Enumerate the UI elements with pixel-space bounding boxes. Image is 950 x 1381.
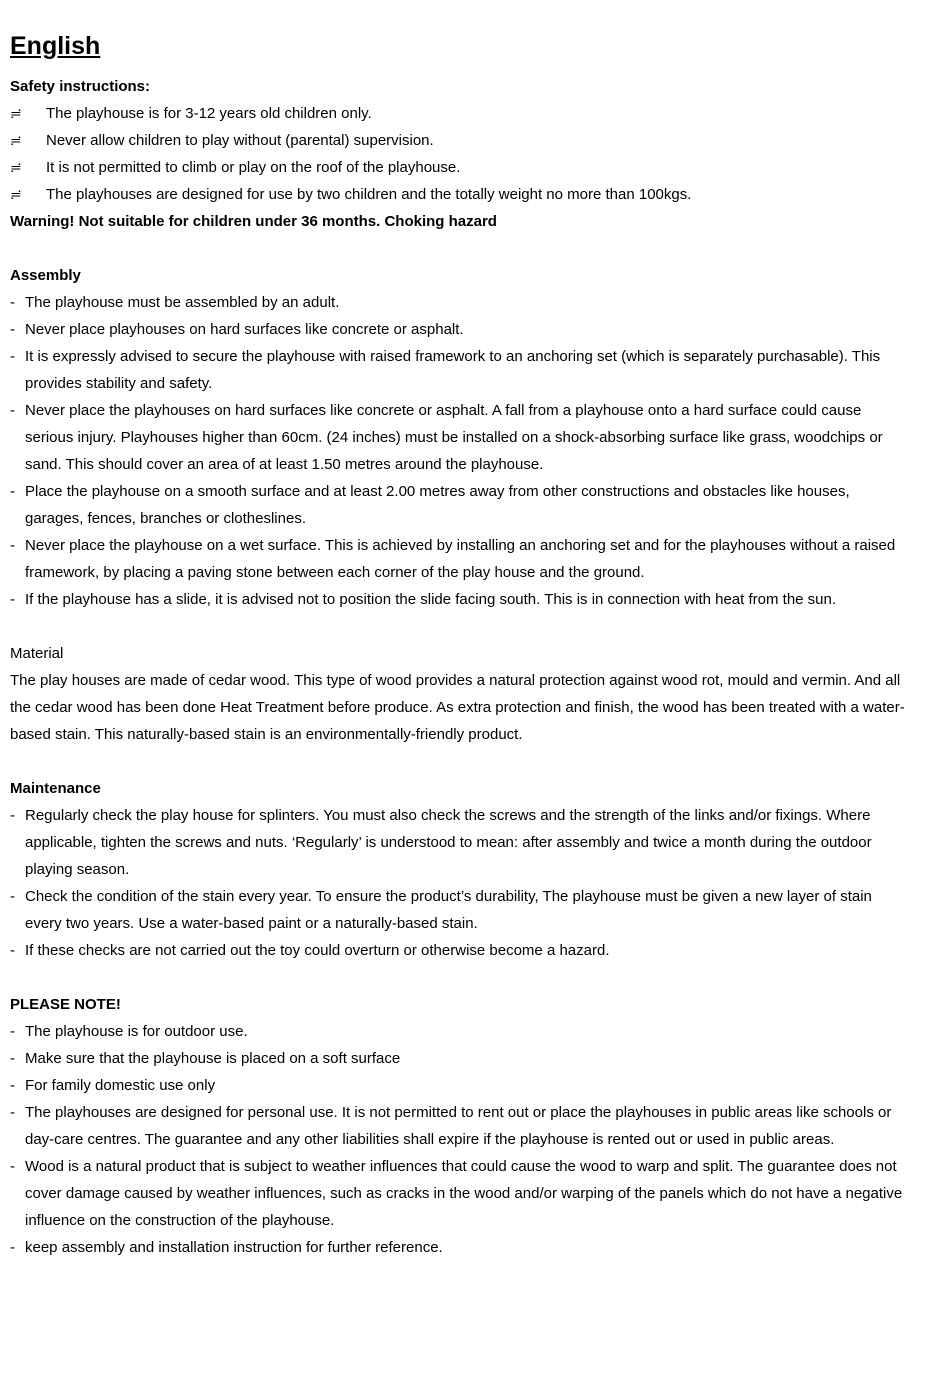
dash-marker: - — [10, 1050, 15, 1067]
list-item-text: Never allow children to play without (parental) supervision. — [46, 132, 434, 149]
safety-warning: Warning! Not suitable for children under 36 months. Choking hazard — [10, 213, 497, 230]
list-item-text: It is not permitted to climb or play on the roof of the playhouse. — [46, 159, 461, 176]
safety-heading: Safety instructions: — [10, 78, 151, 95]
list-item-text: It is expressly advised to secure the playhouse with raised framework to an anchoring set (which is separately purchasable). This provides stability and safety. — [25, 348, 881, 392]
list-item — [10, 181, 910, 208]
dash-marker: - — [10, 1158, 15, 1175]
dash-marker: - — [10, 1023, 15, 1040]
assembly-heading: Assembly — [10, 267, 81, 284]
assembly-list — [10, 289, 910, 613]
list-item — [10, 1045, 910, 1072]
list-item-text: Never place the playhouse on a wet surface. This is achieved by installing an anchoring set and for the playhouses without a raised framework, by placing a paving stone between each corner of the play house and the ground. — [25, 537, 896, 581]
list-item — [10, 883, 910, 937]
dash-marker: - — [10, 294, 15, 311]
list-item-text: The playhouse is for 3-12 years old children only. — [46, 105, 372, 122]
list-item — [10, 532, 910, 586]
list-item-text: Never place playhouses on hard surfaces like concrete or asphalt. — [25, 321, 464, 338]
safety-list — [10, 100, 910, 208]
list-item — [10, 100, 910, 127]
dash-marker: - — [10, 942, 15, 959]
dash-marker: - — [10, 483, 15, 500]
dash-marker: - — [10, 537, 15, 554]
list-item-text: The playhouses are designed for use by two children and the totally weight no more than 100kgs. — [46, 186, 692, 203]
dash-marker: - — [10, 321, 15, 338]
note-heading: PLEASE NOTE! — [10, 996, 121, 1013]
dash-marker: - — [10, 402, 15, 419]
list-item-text: keep assembly and installation instruction for further reference. — [25, 1239, 443, 1256]
list-item-text: For family domestic use only — [25, 1077, 216, 1094]
note-list — [10, 1018, 910, 1261]
list-item-text: The playhouse is for outdoor use. — [25, 1023, 248, 1040]
document-page — [10, 28, 910, 1261]
list-item — [10, 937, 910, 964]
dash-marker: - — [10, 591, 15, 608]
list-item — [10, 127, 910, 154]
list-item-text: The playhouse must be assembled by an adult. — [25, 294, 340, 311]
dash-marker: - — [10, 1239, 15, 1256]
list-item — [10, 397, 910, 478]
list-item-text: If the playhouse has a slide, it is advised not to position the slide facing south. This is in connection with heat from the sun. — [25, 591, 837, 608]
list-item-text: Never place the playhouses on hard surfaces like concrete or asphalt. A fall from a playhouse onto a hard surface could cause serious injury. Playhouses higher than 60cm. (24 inches) must be installed on a shock-absorbing surface like grass, woodchips or sand. This should cover an area of at least 1.50 metres around the playhouse. — [25, 402, 883, 473]
bullet-marker-icon: ≓ — [10, 105, 22, 121]
list-item — [10, 1234, 910, 1261]
dash-marker: - — [10, 888, 15, 905]
section-spacer — [10, 964, 910, 991]
list-item — [10, 1099, 910, 1153]
page-title: English — [10, 32, 101, 60]
list-item-text: Make sure that the playhouse is placed on a soft surface — [25, 1050, 401, 1067]
maintenance-list — [10, 802, 910, 964]
list-item-text: If these checks are not carried out the toy could overturn or otherwise become a hazard. — [25, 942, 610, 959]
list-item — [10, 343, 910, 397]
list-item-text: The playhouses are designed for personal use. It is not permitted to rent out or place the playhouses in public areas like schools or day-care centres. The guarantee and any other liabilities shall expire if the playhouse is rented out or used in public areas. — [25, 1104, 892, 1148]
bullet-marker-icon: ≓ — [10, 159, 22, 175]
material-heading: Material — [10, 645, 64, 662]
section-spacer — [10, 748, 910, 775]
bullet-marker-icon: ≓ — [10, 186, 22, 202]
dash-marker: - — [10, 807, 15, 824]
section-spacer — [10, 613, 910, 640]
list-item — [10, 1018, 910, 1045]
list-item — [10, 316, 910, 343]
bullet-marker-icon: ≓ — [10, 132, 22, 148]
list-item — [10, 154, 910, 181]
list-item-text: Wood is a natural product that is subject to weather influences that could cause the wood to warp and split. The guarantee does not cover damage caused by weather influences, such as cracks in the wood and/or warping of the panels which do not have a negative influence on the construction of the playhouse. — [25, 1158, 903, 1229]
list-item-text: Regularly check the play house for splinters. You must also check the screws and the strength of the links and/or fixings. Where applicable, tighten the screws and nuts. ‘Regularly’ is understood to mean: after assembly and twice a month during the outdoor playing season. — [25, 807, 872, 878]
list-item — [10, 289, 910, 316]
maintenance-heading: Maintenance — [10, 780, 101, 797]
list-item — [10, 1072, 910, 1099]
list-item — [10, 586, 910, 613]
section-spacer — [10, 235, 910, 262]
list-item-text: Check the condition of the stain every year. To ensure the product’s durability, The playhouse must be given a new layer of stain every two years. Use a water-based paint or a naturally-based stain. — [25, 888, 872, 932]
dash-marker: - — [10, 348, 15, 365]
material-paragraph: The play houses are made of cedar wood. This type of wood provides a natural protection against wood rot, mould and vermin. And all the cedar wood has been done Heat Treatment before produce. As extra protection and finish, the wood has been treated with a water-based stain. This naturally-based stain is an environmentally-friendly product. — [10, 672, 905, 743]
list-item — [10, 1153, 910, 1234]
dash-marker: - — [10, 1077, 15, 1094]
dash-marker: - — [10, 1104, 15, 1121]
list-item — [10, 478, 910, 532]
list-item-text: Place the playhouse on a smooth surface and at least 2.00 metres away from other constructions and obstacles like houses, garages, fences, branches or clotheslines. — [25, 483, 850, 527]
list-item — [10, 802, 910, 883]
